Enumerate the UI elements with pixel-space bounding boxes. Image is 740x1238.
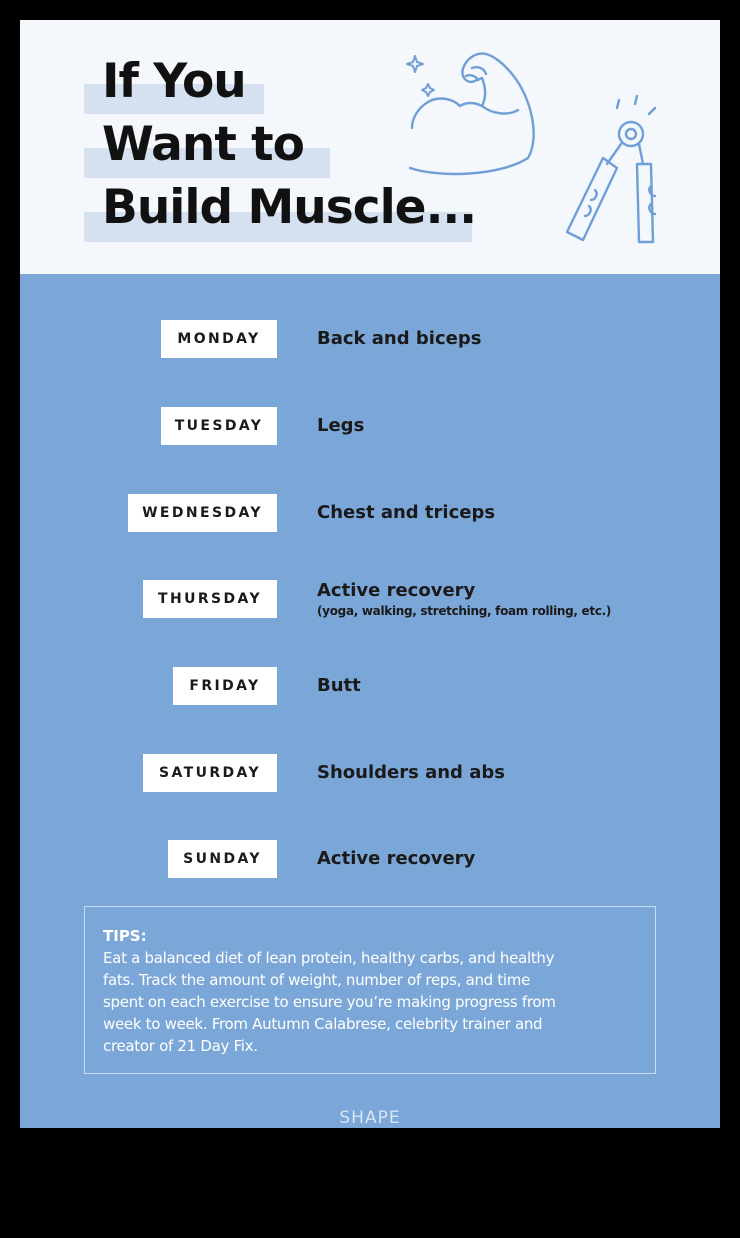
activity-label: Butt — [317, 675, 361, 696]
hand-gripper-icon — [555, 90, 665, 250]
tips-box — [84, 906, 656, 1074]
brand-logo: SHAPE — [339, 1108, 401, 1128]
day-label: SUNDAY — [168, 840, 277, 878]
title-line-1: If You — [102, 54, 246, 109]
flexed-arm-icon — [400, 48, 560, 178]
header — [20, 20, 720, 274]
sparkle-icon — [407, 56, 434, 96]
day-label: TUESDAY — [161, 407, 277, 445]
day-label: MONDAY — [161, 320, 277, 358]
tips-line: Eat a balanced diet of lean protein, healthy carbs, and healthy — [103, 949, 555, 967]
schedule-section — [20, 274, 720, 1128]
tips-title: TIPS: — [103, 927, 147, 945]
tips-body — [103, 947, 637, 1057]
activity-label: Active recovery — [317, 848, 476, 869]
activity-label: Legs — [317, 415, 365, 436]
schedule-row — [20, 407, 720, 447]
schedule-row — [20, 494, 720, 534]
tips-line: spent on each exercise to ensure you’re making progress from — [103, 993, 556, 1011]
schedule-row — [20, 667, 720, 707]
activity-label: Active recovery — [317, 580, 476, 601]
schedule-row — [20, 320, 720, 360]
day-label: SATURDAY — [143, 754, 277, 792]
day-label: FRIDAY — [173, 667, 277, 705]
tips-line: week to week. From Autumn Calabrese, celebrity trainer and — [103, 1015, 543, 1033]
schedule-row — [20, 754, 720, 794]
schedule-row — [20, 580, 720, 620]
title-line-3: Build Muscle... — [102, 180, 477, 235]
title-line-2: Want to — [102, 117, 304, 172]
activity-label: Back and biceps — [317, 328, 482, 349]
tips-line: creator of 21 Day Fix. — [103, 1037, 258, 1055]
activity-label: Shoulders and abs — [317, 762, 505, 783]
activity-label: Chest and triceps — [317, 502, 496, 523]
infographic-card — [20, 20, 720, 1128]
day-label: THURSDAY — [143, 580, 277, 618]
tips-line: fats. Track the amount of weight, number of reps, and time — [103, 971, 531, 989]
day-label: WEDNESDAY — [128, 494, 277, 532]
schedule-row — [20, 840, 720, 880]
activity-note: (yoga, walking, stretching, foam rolling, etc.) — [317, 604, 612, 618]
